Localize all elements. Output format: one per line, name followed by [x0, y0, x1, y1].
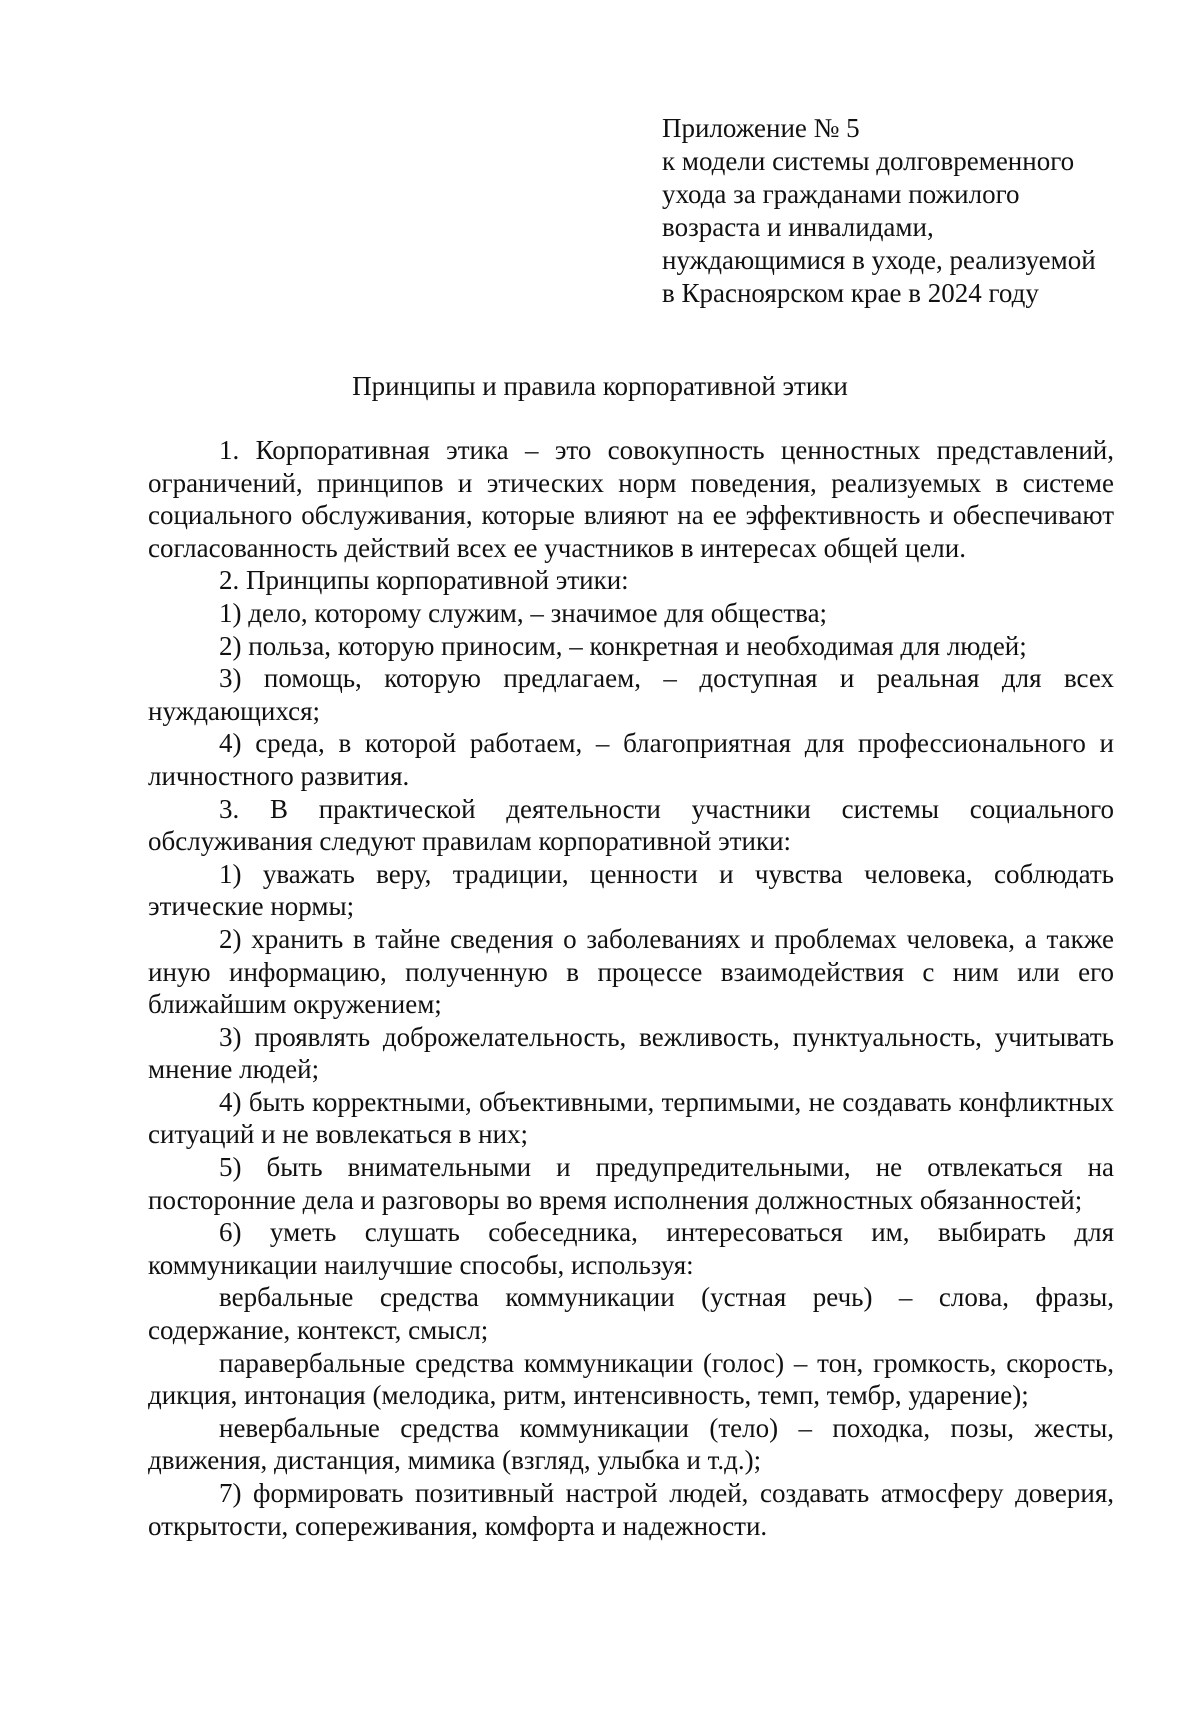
appendix-line: Приложение № 5 — [662, 113, 860, 143]
communication-means-item: вербальные средства коммуникации (устная речь) – слова, фразы, содержание, контекст, смысл; — [148, 1282, 1114, 1346]
appendix-line: в Красноярском крае в 2024 году — [662, 278, 1039, 308]
appendix-line: к модели системы долговременного — [662, 146, 1075, 176]
communication-means-item: паравербальные средства коммуникации (голос) – тон, громкость, скорость, дикция, интонация (мелодика, ритм, интенсивность, темп, тембр, ударение); — [148, 1347, 1114, 1411]
principle-item: 1) дело, которому служим, – значимое для общества; — [219, 597, 828, 628]
document-body — [148, 434, 1114, 1542]
rule-item: 3) проявлять доброжелательность, вежливость, пунктуальность, учитывать мнение людей; — [148, 1021, 1114, 1085]
principle-item: 4) среда, в которой работаем, – благоприятная для профессионального и личностного развития. — [148, 728, 1114, 791]
paragraph-rules-heading: 3. В практической деятельности участники системы социального обслуживания следуют правилам корпоративной этики: — [148, 793, 1114, 857]
appendix-line: возраста и инвалидами, — [662, 212, 934, 242]
appendix-header — [662, 112, 1132, 310]
communication-means-item: невербальные средства коммуникации (тело) – походка, позы, жесты, движения, дистанция, мимика (взгляд, улыбка и т.д.); — [148, 1412, 1114, 1476]
appendix-line: ухода за гражданами пожилого — [662, 179, 1020, 209]
rule-item: 1) уважать веру, традиции, ценности и чувства человека, соблюдать этические нормы; — [148, 858, 1114, 922]
rule-item: 6) уметь слушать собеседника, интересоваться им, выбирать для коммуникации наилучшие способы, используя: — [148, 1217, 1114, 1280]
paragraph-principles-heading: 2. Принципы корпоративной этики: — [219, 565, 629, 596]
principle-item: 3) помощь, которую предлагаем, – доступная и реальная для всех нуждающихся; — [148, 663, 1114, 726]
principle-item: 2) польза, которую приносим, – конкретная и необходимая для людей; — [219, 630, 1027, 661]
rule-item: 2) хранить в тайне сведения о заболеваниях и проблемах человека, а также иную информацию, полученную в процессе взаимодействия с ним или его ближайшим окружением; — [148, 923, 1114, 1020]
appendix-line: нуждающимися в уходе, реализуемой — [662, 245, 1096, 275]
rule-item: 7) формировать позитивный настрой людей, создавать атмосферу доверия, открытости, сопереживания, комфорта и надежности. — [148, 1478, 1114, 1541]
rule-item: 4) быть корректными, объективными, терпимыми, не создавать конфликтных ситуаций и не вовлекаться в них; — [148, 1086, 1114, 1150]
rule-item: 5) быть внимательными и предупредительными, не отвлекаться на посторонние дела и разговоры во время исполнения должностных обязанностей; — [148, 1152, 1114, 1215]
document-title: Принципы и правила корпоративной этики — [352, 371, 848, 401]
paragraph-definition: 1. Корпоративная этика – это совокупность ценностных представлений, ограничений, принципов и этических норм поведения, реализуемых в системе социального обслуживания, которые влияют на ее эффективность и обеспечивают согласованность действий всех ее участников в интересах общей цели. — [148, 435, 1114, 563]
